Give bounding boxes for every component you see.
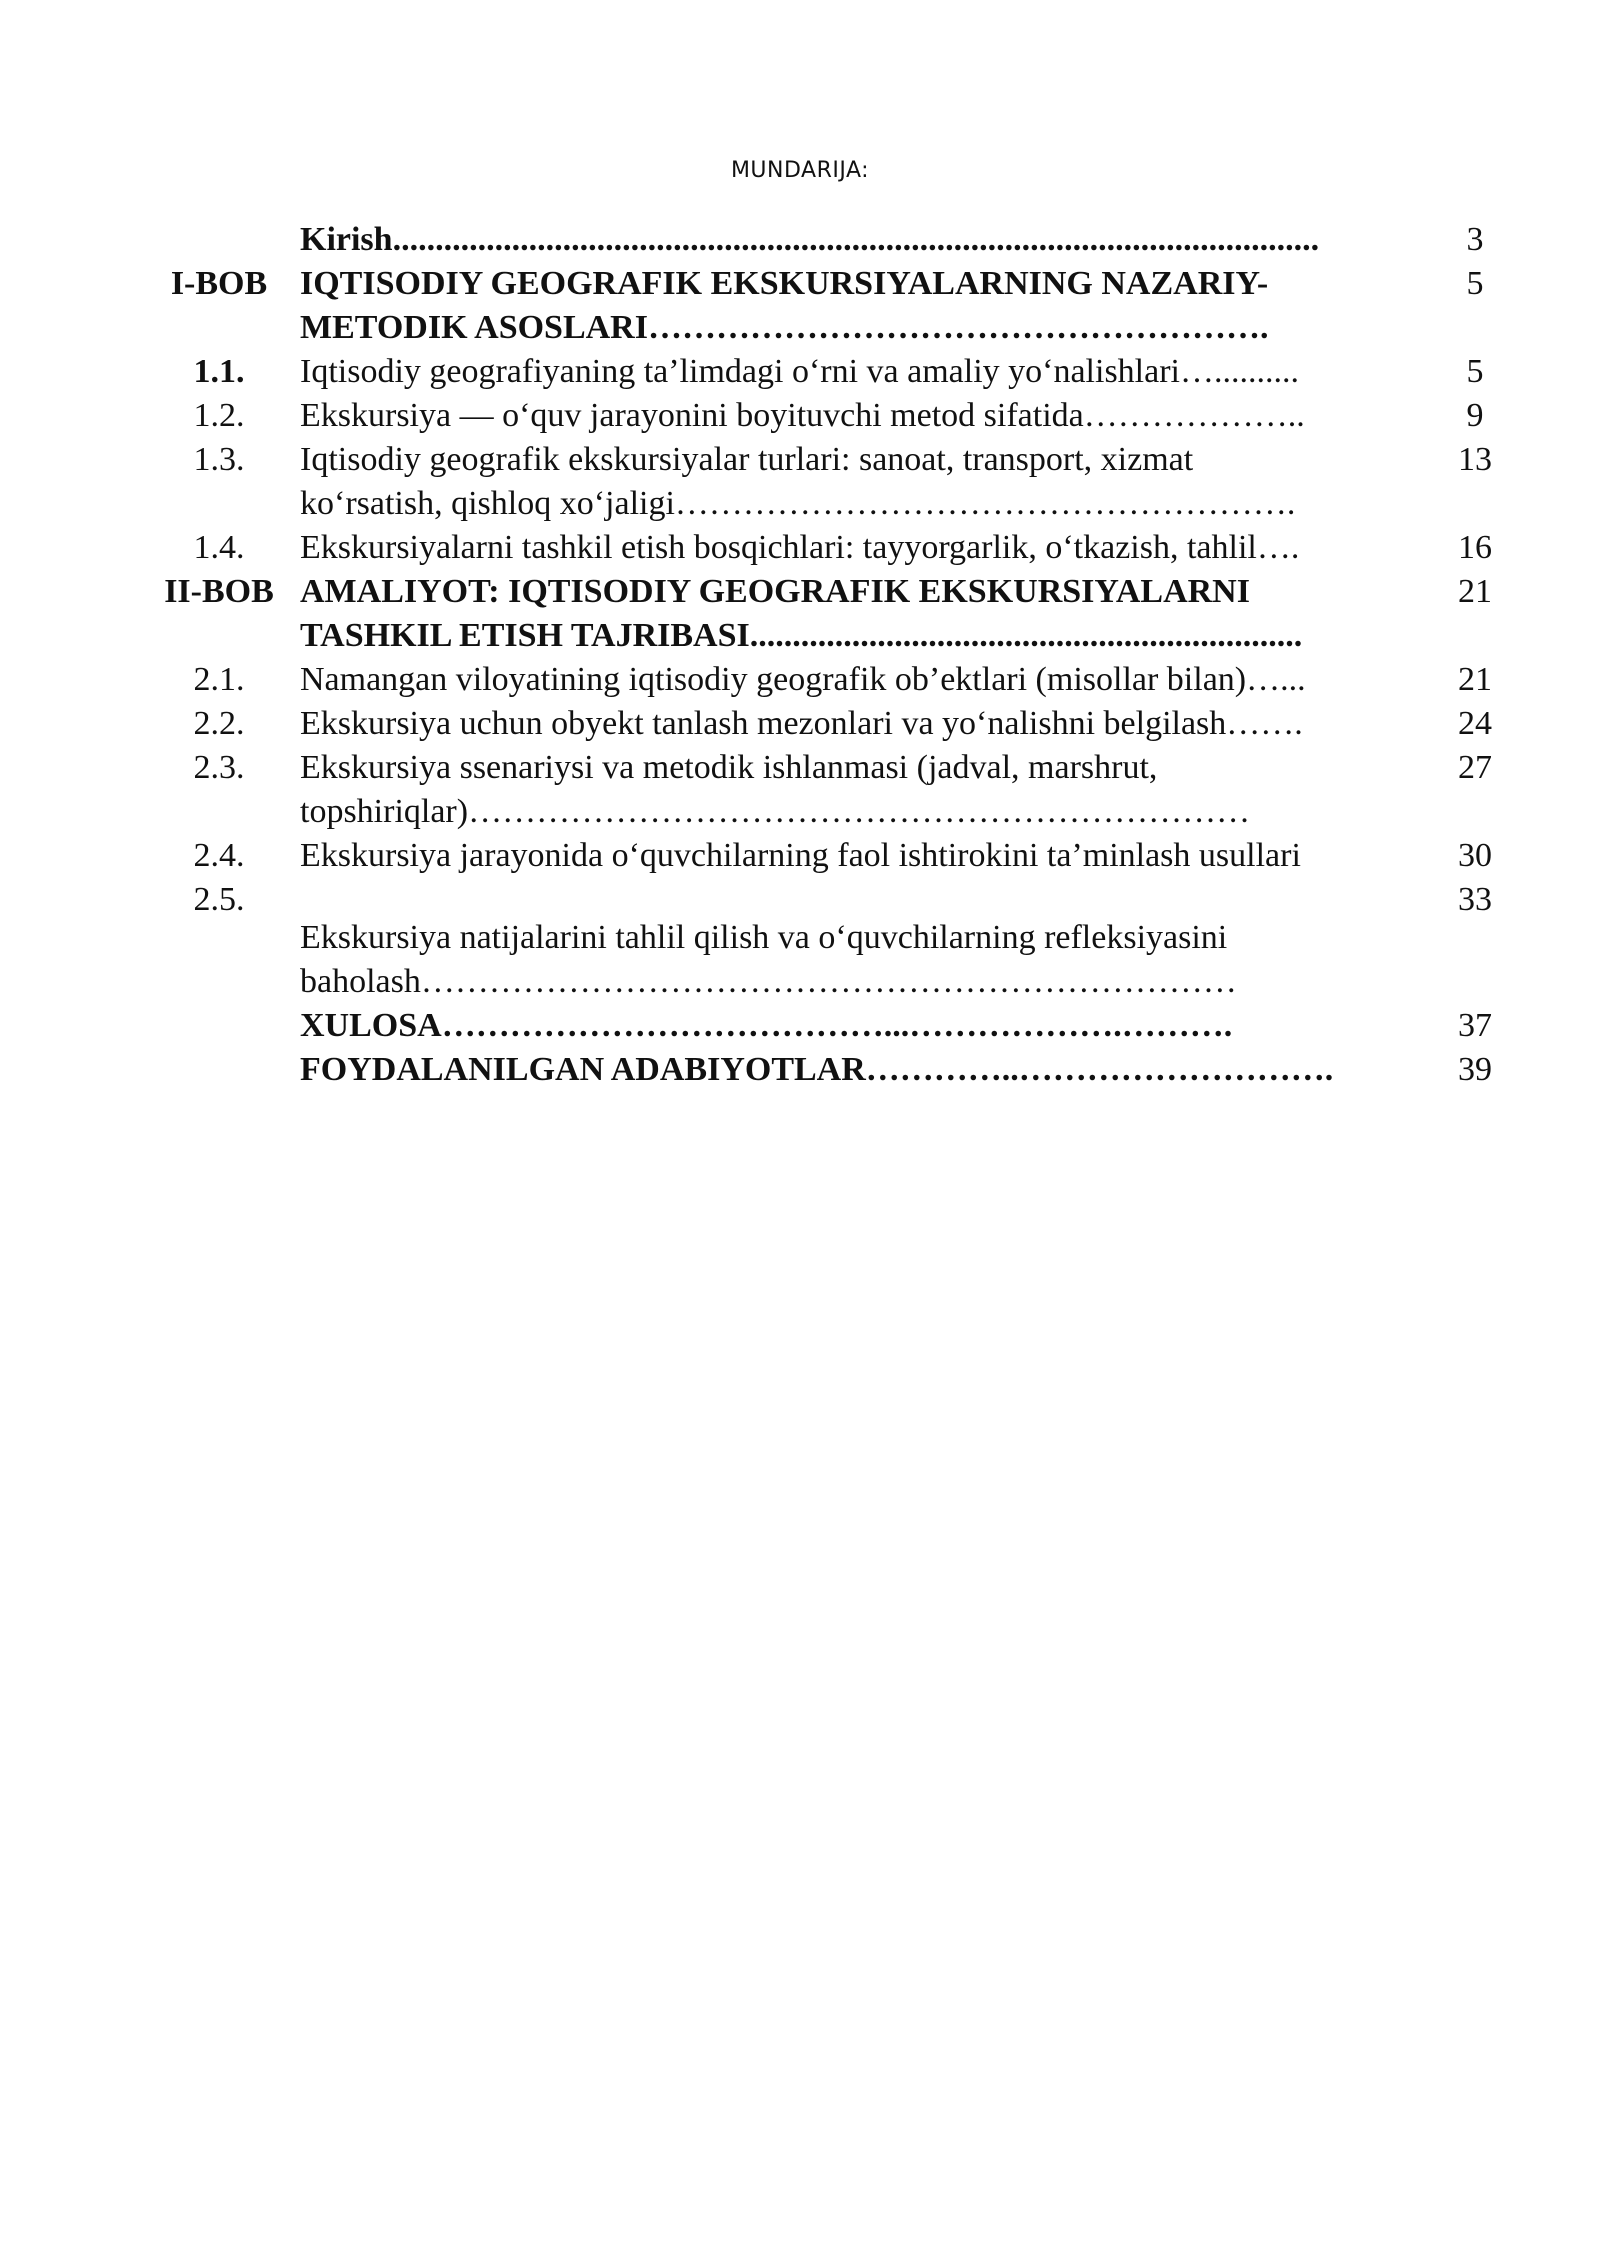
table-of-contents	[140, 218, 1510, 1092]
toc-row-xulosa[interactable]	[140, 1004, 1510, 1048]
toc-title: Ekskursiya natijalarini tahlil qilish va o‘quvchilarning refleksiyasini baholash………………………………………………………………	[300, 919, 1237, 1000]
toc-number: 2.5.	[193, 881, 245, 918]
toc-title: Iqtisodiy geografik ekskursiyalar turlari: sanoat, transport, xizmat ko‘rsatish, qishloq xo‘jaligi……………………………………………….	[300, 441, 1296, 522]
toc-number: 2.1.	[193, 661, 245, 698]
toc-heading: MUNDARIJA:	[730, 158, 870, 183]
toc-number: II-BOB	[164, 573, 274, 610]
toc-number: 1.2.	[193, 397, 245, 434]
toc-number: 1.4.	[193, 529, 245, 566]
toc-title: Ekskursiya — o‘quv jarayonini boyituvchi metod sifatida………………..	[300, 397, 1305, 434]
toc-title: Iqtisodiy geografiyaning ta’limdagi o‘rni va amaliy yo‘nalishlari…..........	[300, 353, 1299, 390]
toc-number: I-BOB	[170, 265, 268, 302]
toc-row-1-2[interactable]	[140, 394, 1510, 438]
toc-page-number: 16	[1458, 529, 1492, 566]
toc-row-adabiyotlar[interactable]	[140, 1048, 1510, 1092]
toc-row-1-3[interactable]	[140, 438, 1510, 526]
toc-page-number: 39	[1458, 1051, 1492, 1088]
toc-title: AMALIYOT: IQTISODIY GEOGRAFIK EKSKURSIYALARNI TASHKIL ETISH TAJRIBASI.................................................................	[300, 573, 1303, 654]
toc-title: Ekskursiya jarayonida o‘quvchilarning faol ishtirokini ta’minlash usullari	[300, 837, 1301, 874]
toc-title: Kirish.............................................................................................................	[300, 221, 1320, 258]
toc-page-number: 5	[1466, 353, 1484, 390]
toc-number: 2.4.	[193, 837, 245, 874]
toc-title: IQTISODIY GEOGRAFIK EKSKURSIYALARNING NAZARIY- METODIK ASOSLARI……………………………………………….	[300, 265, 1269, 346]
toc-page-number: 24	[1458, 705, 1492, 742]
toc-title: Ekskursiya uchun obyekt tanlash mezonlari va yo‘nalishni belgilash…….	[300, 705, 1303, 742]
toc-page-number: 37	[1458, 1007, 1492, 1044]
toc-page-number: 30	[1458, 837, 1492, 874]
toc-row-kirish[interactable]	[140, 218, 1510, 262]
toc-title: FOYDALANILGAN ADABIYOTLAR…………..……………………….	[300, 1051, 1334, 1088]
toc-row-chapter-1[interactable]	[140, 262, 1510, 350]
toc-row-1-4[interactable]	[140, 526, 1510, 570]
toc-row-2-5[interactable]	[140, 878, 1510, 1004]
toc-page-number: 9	[1466, 397, 1484, 434]
toc-title: Namangan viloyatining iqtisodiy geografik ob’ektlari (misollar bilan)…...	[300, 661, 1306, 698]
toc-page-number: 3	[1466, 221, 1484, 258]
toc-number: 2.3.	[193, 749, 245, 786]
toc-title: Ekskursiyalarni tashkil etish bosqichlari: tayyorgarlik, o‘tkazish, tahlil….	[300, 529, 1300, 566]
toc-row-2-1[interactable]	[140, 658, 1510, 702]
toc-title: Ekskursiya ssenariysi va metodik ishlanmasi (jadval, marshrut, topshiriqlar)……………………………………………………………	[300, 749, 1251, 830]
toc-page-number: 21	[1458, 573, 1492, 610]
toc-number: 1.1.	[193, 353, 245, 390]
toc-page-number: 27	[1458, 749, 1492, 786]
toc-page-number: 33	[1458, 881, 1492, 918]
toc-row-2-3[interactable]	[140, 746, 1510, 834]
toc-title: XULOSA…………………………………...……………….……….	[300, 1007, 1233, 1044]
toc-row-chapter-2[interactable]	[140, 570, 1510, 658]
toc-number: 2.2.	[193, 705, 245, 742]
toc-row-2-4[interactable]	[140, 834, 1510, 878]
toc-page-number: 5	[1466, 265, 1484, 302]
toc-row-1-1[interactable]	[140, 350, 1510, 394]
toc-row-2-2[interactable]	[140, 702, 1510, 746]
toc-number: 1.3.	[193, 441, 245, 478]
toc-page-number: 13	[1458, 441, 1492, 478]
toc-page-number: 21	[1458, 661, 1492, 698]
